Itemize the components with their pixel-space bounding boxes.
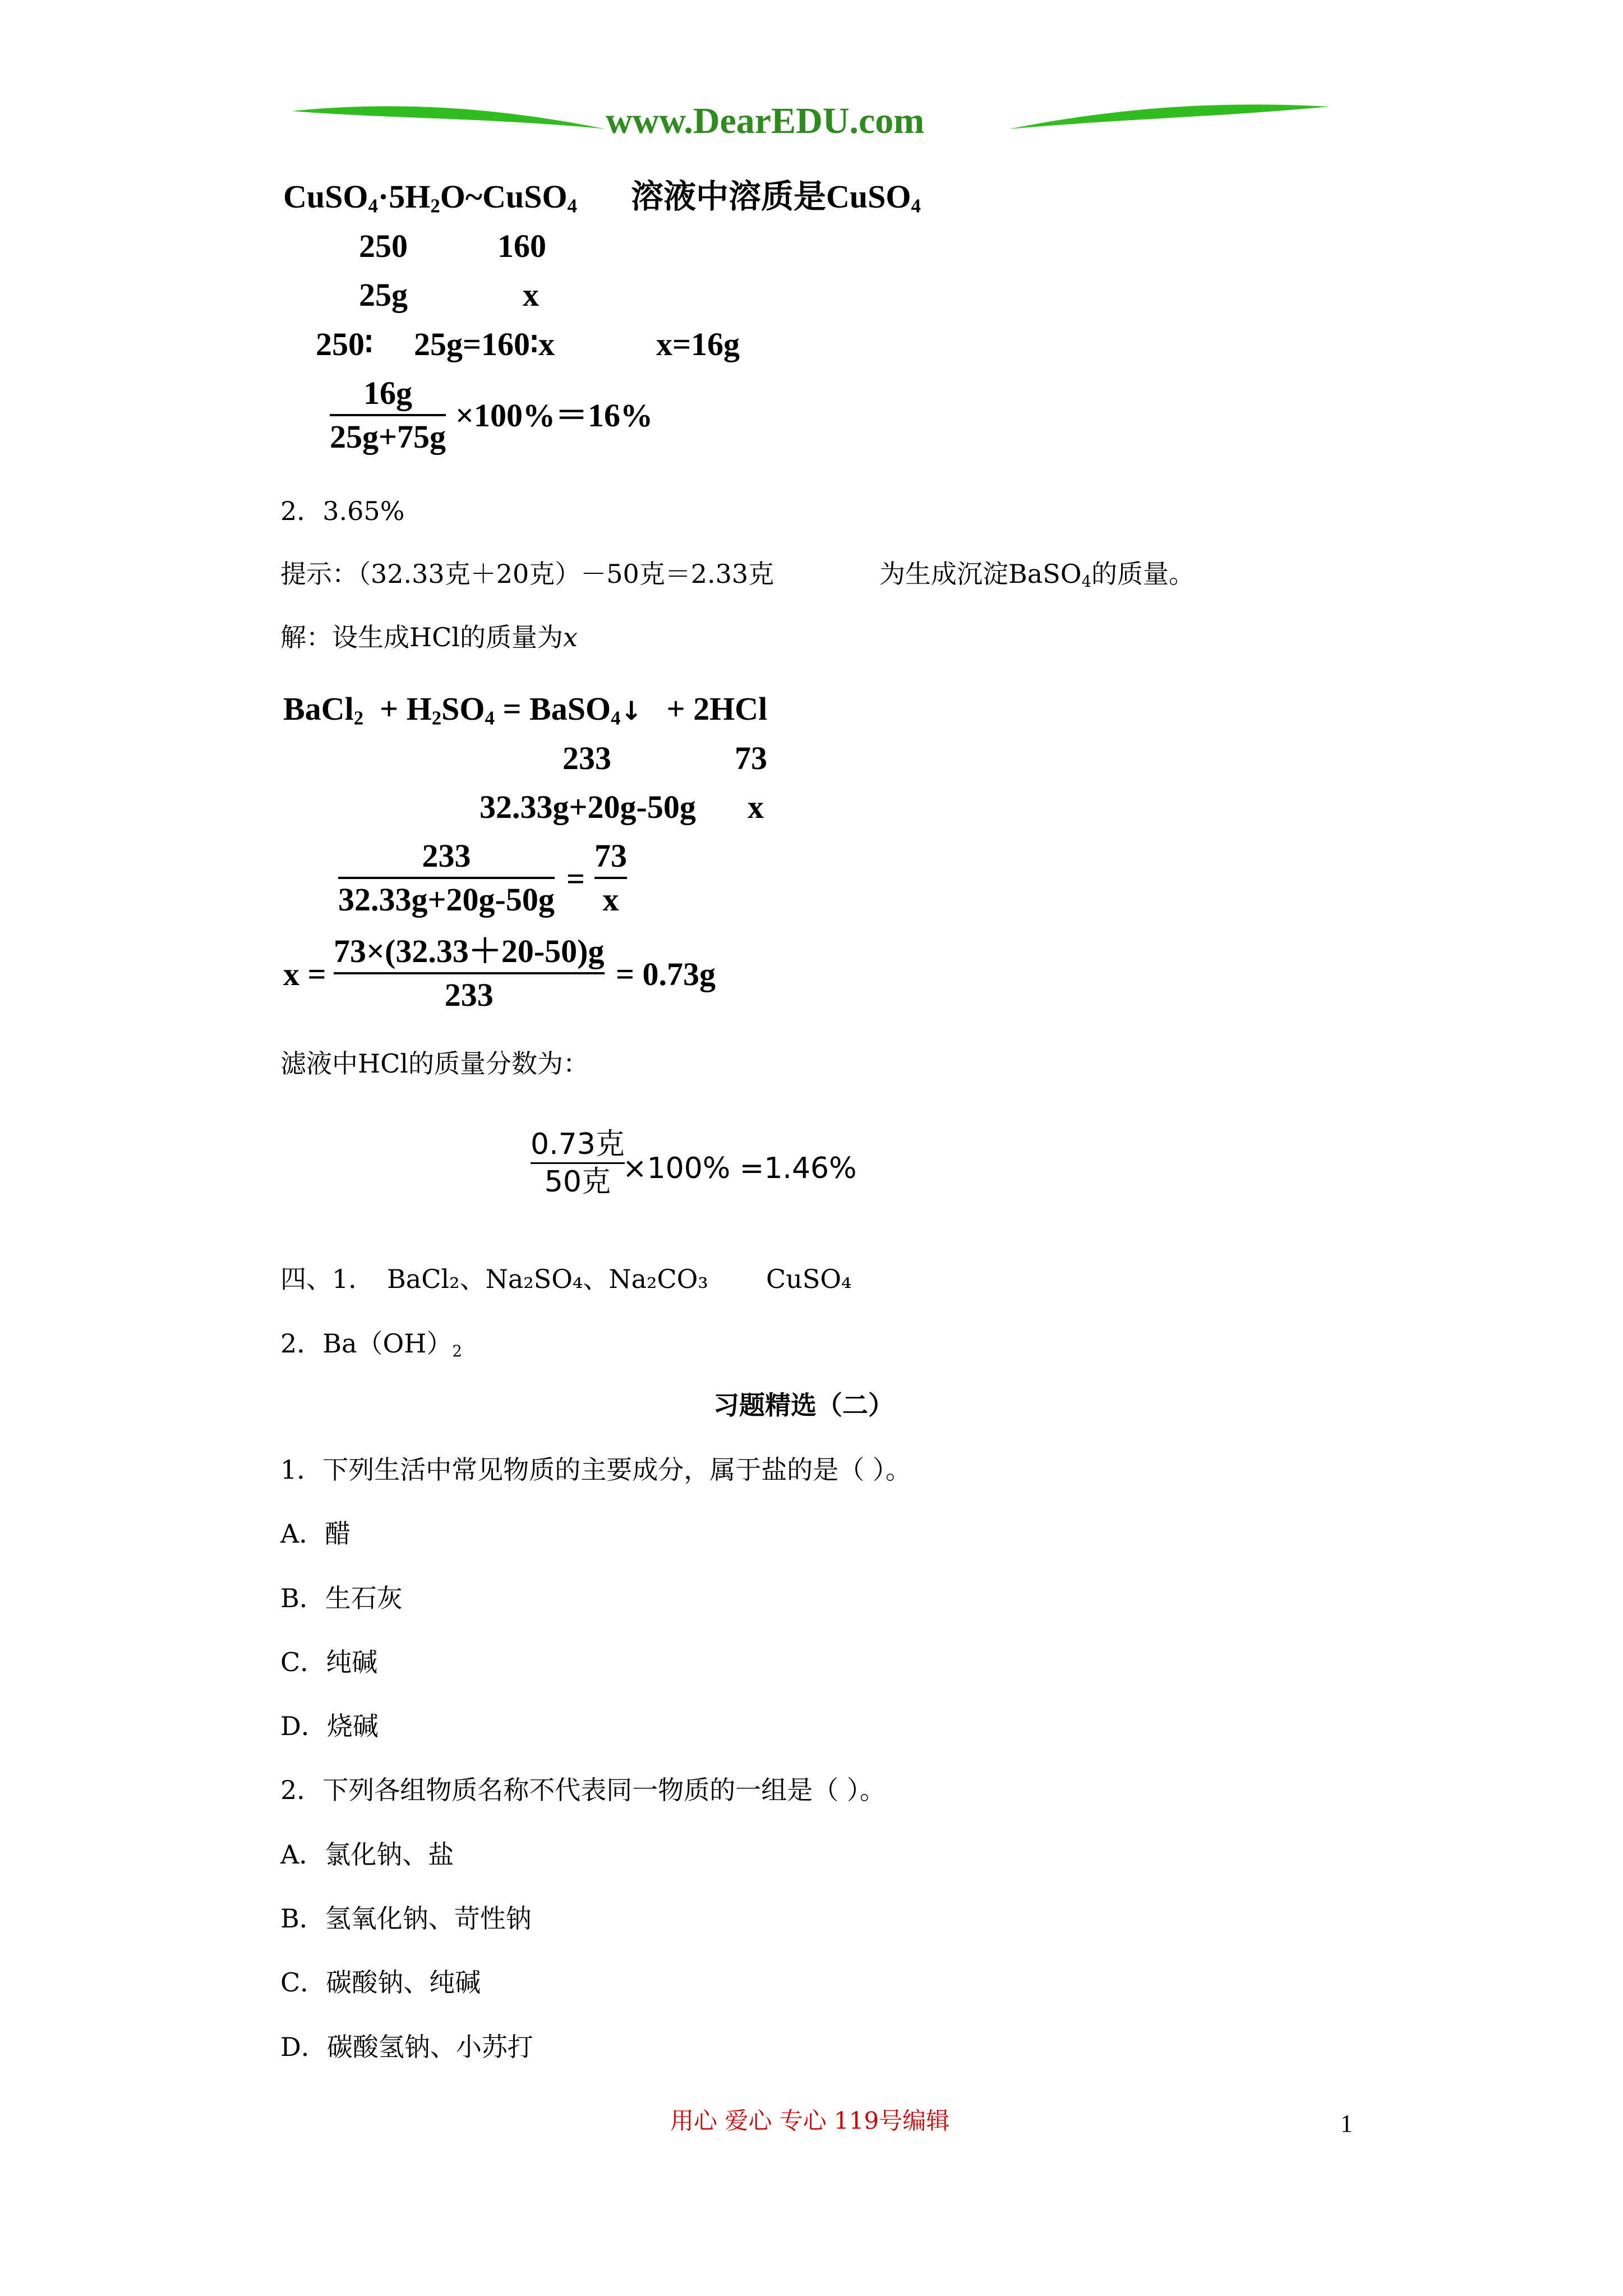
calc2-given1: 32.33g+20g-50g	[479, 789, 696, 825]
filtrate-label: 滤液中HCl的质量分数为：	[280, 1048, 589, 1079]
down-arrow-icon: ↓	[620, 696, 643, 726]
calc1-ratio-a: 250∶	[316, 326, 374, 362]
question-2-option-a: A．氯化钠、盐	[280, 1839, 454, 1870]
part4-extra: CuSO₄	[766, 1264, 852, 1294]
calc2-mass2: 73	[735, 740, 767, 776]
filtrate-fraction: 0.73克 50克	[531, 1128, 625, 1199]
swoosh-right-icon	[1009, 95, 1329, 146]
question-2-option-c: C．碳酸钠、纯碱	[280, 1967, 481, 1998]
question-1-option-c: C．纯碱	[280, 1647, 378, 1677]
filtrate-rest: ×100% =1.46%	[623, 1152, 857, 1185]
calc1-mass1: 250	[359, 228, 408, 264]
question-1-option-a: A．醋	[280, 1519, 351, 1549]
logo-text: www.DearEDU.com	[606, 100, 925, 141]
q2-hint-a: 提示：（32.33克＋20克）－50克＝2.33克	[280, 559, 774, 589]
swoosh-left-icon	[292, 95, 606, 146]
calc2-given2: x	[748, 789, 764, 825]
part4-line2: 2．$Ba(OH)_2$	[280, 1328, 462, 1360]
part4-prefix: 四、1．	[280, 1264, 375, 1294]
question-2-stem: 2．下列各组物质名称不代表同一物质的一组是（ ）。	[280, 1775, 886, 1805]
calc1-fraction: 16g 25g+75g	[330, 375, 446, 455]
calc2-mass1: 233	[562, 740, 611, 776]
page-number: 1	[1340, 2110, 1353, 2137]
q2-hint-b: 为生成沉淀BaSO$_4$的质量。	[879, 559, 1195, 591]
calc2-x-fraction: 73×(32.33＋20-50)g 233	[334, 933, 605, 1013]
calc1-formula: $CuSO_4\cdot 5H_2O\sim CuSO_4$	[283, 178, 577, 217]
calc1-ratio-b: 25g=160∶x	[414, 326, 555, 362]
calc2-fraction-1: 233 32.33g+20g-50g	[338, 838, 555, 918]
calc1-fraction-rest: ×100%＝16%	[455, 397, 653, 434]
calc1-mass2: 160	[497, 228, 546, 264]
q2-solve: 解：设生成HCl的质量为x	[280, 622, 578, 652]
calc2-equation: BaCl$_2$ + $H_2SO_4$ = BaSO$_4$↓ + 2HCl	[283, 691, 768, 729]
part4-items: BaCl₂、Na₂SO₄、Na₂CO₃	[387, 1264, 708, 1294]
section-title: 习题精选（二）	[713, 1390, 894, 1420]
calc1-ratio-result: x=16g	[656, 326, 740, 362]
header-logo	[292, 95, 1329, 146]
footer-text: 用心 爱心 专心 119号编辑	[670, 2107, 950, 2134]
calc2-fraction-2: 73 x	[594, 838, 627, 918]
calc2-x-result: = 0.73g	[616, 956, 716, 992]
calc2-equals: =	[566, 861, 585, 897]
calc1-note: 溶液中溶质是CuSO$_4$	[631, 178, 921, 217]
question-2-option-b: B．氢氧化钠、苛性钠	[280, 1903, 532, 1934]
calc1-given2: x	[523, 277, 539, 313]
question-1-option-b: B．生石灰	[280, 1583, 403, 1613]
question-1-option-d: D．烧碱	[280, 1711, 379, 1741]
calc1-given1: 25g	[359, 277, 408, 313]
question-2-option-d: D．碳酸氢钠、小苏打	[280, 2032, 533, 2062]
calc2-x-eq: x =	[283, 956, 326, 992]
question-1-stem: 1．下列生活中常见物质的主要成分，属于盐的是（ ）。	[280, 1455, 911, 1485]
q2-answer: 2．3.65%	[280, 496, 405, 526]
